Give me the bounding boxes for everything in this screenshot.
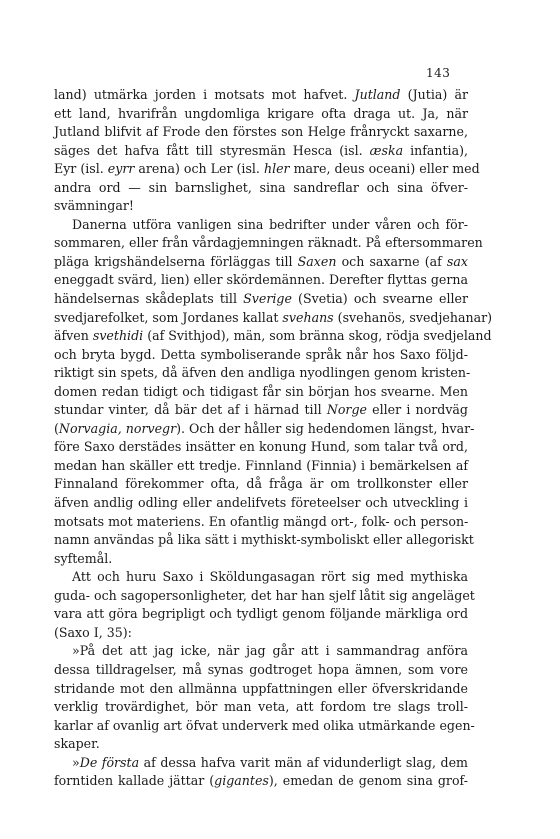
text-line: före Saxo derstädes insätter en konung Hund, som talar två ord,	[54, 439, 468, 455]
text-line: pläga krigshändelserna förläggas till Saxen och saxarne (af sax	[54, 253, 468, 269]
page-number: 143	[426, 66, 451, 80]
text-line: svämningar!	[54, 198, 134, 214]
text-line: syftemål.	[54, 550, 113, 566]
text-line: vara att göra begripligt och tydligt genom följande märkliga ord	[54, 606, 468, 622]
text-line: händelsernas skådeplats till Sverige (Svetia) och svearne eller	[54, 291, 468, 307]
text-line: »På det att jag icke, när jag går att i sammandrag anföra	[72, 643, 468, 659]
text-line: säges det hafva fått till styresmän Hesca (isl. æska infantia),	[54, 142, 469, 158]
text-line: medan han skäller ett tredje. Finnland (Finnia) i bemärkelsen af	[54, 457, 468, 473]
text-line: Eyr (isl. eyrr arena) och Ler (isl. hler mare, deus oceani) eller med	[54, 161, 480, 177]
text-line: Jutland blifvit af Frode den förstes son Helge frånryckt saxarne,	[54, 124, 468, 140]
text-line: äfven andlig odling eller andelifvets företeelser och utveckling i	[54, 495, 468, 511]
text-line: namn användas på lika sätt i mythiskt-symboliskt eller allegoriskt	[54, 532, 474, 548]
text-line: land) utmärka jorden i motsats mot hafvet. Jutland (Jutia) är	[54, 87, 468, 102]
text-line: dessa tilldragelser, må synas godtroget hopa ämnen, som vore	[54, 661, 468, 677]
text-line: stridande mot den allmänna uppfattningen eller öfverskridande	[54, 680, 468, 696]
text-line: karlar af ovanlig art öfvat underverk med olika utmärkande egen-	[54, 717, 475, 733]
text-body	[54, 86, 493, 791]
text-line: riktigt sin spets, då äfven den andliga nyodlingen genom kristen-	[54, 365, 471, 381]
text-line: svedjarefolket, som Jordanes kallat svehans (svehanös, svedjehanar)	[54, 309, 493, 325]
text-line: äfven svethidi (af Svithjod), män, som bränna skog, rödja svedjeland	[54, 328, 492, 344]
text-line: sommaren, eller från vårdagjemningen räknadt. På eftersommaren	[54, 235, 483, 251]
text-line: och bryta bygd. Detta symboliserande språk når hos Saxo följd-	[54, 346, 468, 362]
text-line: motsats mot materiens. En ofantlig mängd ort-, folk- och person-	[54, 513, 469, 529]
text-line: »De första af dessa hafva varit män af vidunderligt slag, dem	[72, 754, 468, 770]
text-line: Danerna utföra vanligen sina bedrifter under våren och för-	[72, 216, 468, 232]
text-line: verklig trovärdighet, bör man veta, att fordom tre slags troll-	[54, 699, 468, 715]
text-line: Att och huru Saxo i Sköldungasagan rört sig med mythiska	[72, 569, 468, 585]
text-line: eneggadt svärd, lien) eller skördemännen. Derefter flyttas gerna	[54, 272, 468, 288]
text-line: forntiden kallade jättar (gigantes), emedan de genom sina grof-	[54, 773, 468, 789]
text-line: skaper.	[54, 736, 100, 752]
text-line: (Saxo I, 35):	[54, 624, 132, 640]
text-line: Finnaland förekommer ofta, då fråga är om trollkonster eller	[54, 476, 468, 492]
text-line: domen redan tidigt och tidigast får sin början hos svearne. Men	[54, 383, 468, 399]
text-line: ett land, hvarifrån ungdomliga krigare ofta draga ut. Ja, när	[54, 105, 468, 121]
text-line: (Norvagia, norvegr). Och der håller sig hedendomen längst, hvar-	[54, 420, 475, 436]
text-line: andra ord — sin barnslighet, sina sandreflar och sina öfver-	[54, 179, 468, 195]
text-line: guda- och sagopersonligheter, det har han sjelf låtit sig angeläget	[54, 587, 475, 603]
text-line: stundar vinter, då bär det af i härnad till Norge eller i nordväg	[54, 402, 468, 418]
